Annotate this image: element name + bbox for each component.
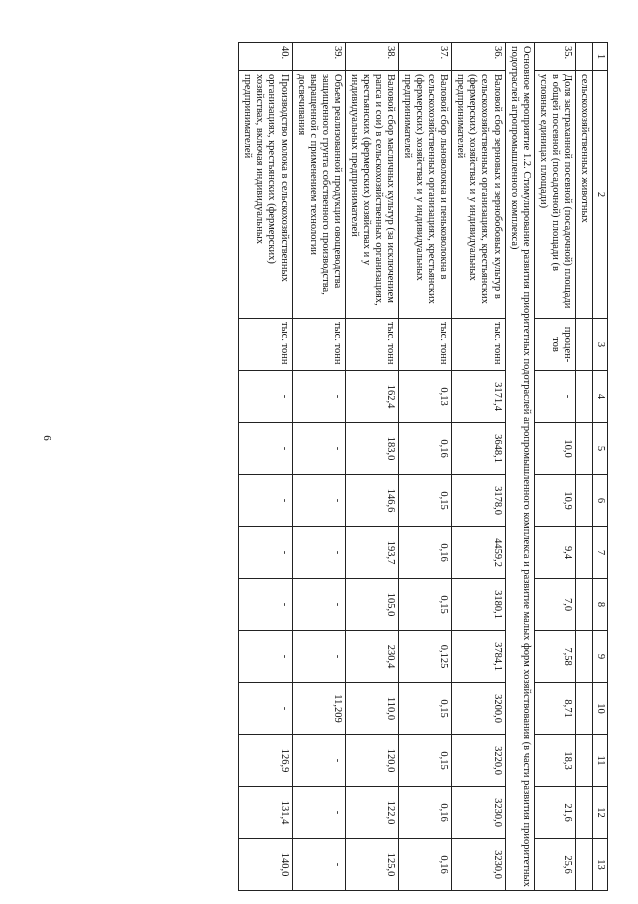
value-cell: 0,125	[399, 631, 452, 683]
value-cell: 122,0	[345, 787, 398, 839]
value-cell: 0,13	[399, 371, 452, 423]
value-cell: 0,16	[399, 527, 452, 579]
section-title: Основное мероприятие 1.2. Стимулирование развития приоритетных подотраслей агропромышленного комплекса и развитие малых форм хозяйствования (в части развития приоритетных подотраслей агропромышленного комплекса)	[505, 43, 534, 891]
value-cell	[575, 735, 592, 787]
value-cell: 0,15	[399, 475, 452, 527]
value-cell: -	[292, 475, 345, 527]
value-cell: 3178,0	[452, 475, 505, 527]
unit-cell: тыс. тонн	[345, 319, 398, 371]
value-cell: 3230,0	[452, 839, 505, 891]
indicator-name: Объем реализованной продукции овощеводства защищенного грунта собственного производства, выращенной с применением технологии досвечивания	[292, 71, 345, 319]
row-number: 35.	[534, 43, 575, 71]
value-cell: 0,15	[399, 735, 452, 787]
value-cell	[575, 423, 592, 475]
value-cell: 25,6	[534, 839, 575, 891]
header-cell: 1	[592, 43, 607, 71]
row-number: 38.	[345, 43, 398, 71]
header-cell: 11	[592, 735, 607, 787]
value-cell	[575, 839, 592, 891]
header-cell: 7	[592, 527, 607, 579]
row-number: 40.	[239, 43, 292, 71]
indicator-name: Производство молока в сельскохозяйственных организациях, крестьянских (фермерских) хозяйствах, включая индивидуальных предпринимателей	[239, 71, 292, 319]
value-cell: 9,4	[534, 527, 575, 579]
value-cell: 140,0	[239, 839, 292, 891]
value-cell: 21,6	[534, 787, 575, 839]
header-cell: 9	[592, 631, 607, 683]
unit-cell: тыс. тонн	[399, 319, 452, 371]
value-cell: 0,15	[399, 579, 452, 631]
value-cell: 7,58	[534, 631, 575, 683]
value-cell: 126,9	[239, 735, 292, 787]
value-cell	[575, 787, 592, 839]
value-cell: 10,0	[534, 423, 575, 475]
value-cell: 3784,1	[452, 631, 505, 683]
table-row	[575, 43, 592, 891]
value-cell: 3200,0	[452, 683, 505, 735]
header-row	[592, 43, 607, 891]
table-row	[534, 43, 575, 891]
row-number: 37.	[399, 43, 452, 71]
value-cell: 3171,4	[452, 371, 505, 423]
indicators-table	[238, 42, 608, 891]
value-cell: 110,0	[345, 683, 398, 735]
header-cell: 5	[592, 423, 607, 475]
header-cell: 12	[592, 787, 607, 839]
header-cell: 2	[592, 71, 607, 319]
value-cell: -	[239, 579, 292, 631]
value-cell: 125,0	[345, 839, 398, 891]
value-cell: 162,4	[345, 371, 398, 423]
header-cell: 10	[592, 683, 607, 735]
value-cell	[575, 371, 592, 423]
value-cell: -	[292, 839, 345, 891]
section-row	[505, 43, 534, 891]
value-cell: 18,3	[534, 735, 575, 787]
header-cell: 4	[592, 371, 607, 423]
value-cell: 3220,0	[452, 735, 505, 787]
value-cell: 183,0	[345, 423, 398, 475]
value-cell: 10,9	[534, 475, 575, 527]
value-cell: 3180,1	[452, 579, 505, 631]
value-cell: 120,0	[345, 735, 398, 787]
table-row	[239, 43, 292, 891]
unit-cell: процен-тов	[534, 319, 575, 371]
value-cell: -	[534, 371, 575, 423]
value-cell: -	[239, 371, 292, 423]
value-cell	[575, 683, 592, 735]
value-cell: -	[239, 423, 292, 475]
value-cell: 230,4	[345, 631, 398, 683]
value-cell: 0,16	[399, 839, 452, 891]
row-number: 39.	[292, 43, 345, 71]
page-number: 6	[40, 435, 53, 441]
value-cell: 105,0	[345, 579, 398, 631]
value-cell: 131,4	[239, 787, 292, 839]
table-row	[292, 43, 345, 891]
value-cell: 7,0	[534, 579, 575, 631]
indicator-name: сельскохозяйственных животных	[575, 71, 592, 319]
header-cell: 8	[592, 579, 607, 631]
value-cell: -	[239, 527, 292, 579]
unit-cell: тыс. тонн	[292, 319, 345, 371]
indicator-name: Валовой сбор льноволокна и пеньковолокна в сельскохозяйственных организациях, крестьянских (фермерских) хозяйствах и у индивидуальных предпринимателей	[399, 71, 452, 319]
value-cell: -	[292, 423, 345, 475]
value-cell: 8,71	[534, 683, 575, 735]
value-cell: -	[239, 475, 292, 527]
value-cell: 0,16	[399, 787, 452, 839]
value-cell: 146,6	[345, 475, 398, 527]
value-cell	[575, 527, 592, 579]
value-cell: 3648,1	[452, 423, 505, 475]
value-cell: -	[292, 527, 345, 579]
row-number	[575, 43, 592, 71]
indicator-name: Валовой сбор масличных культур (за исключением рапса и сои) в сельскохозяйственных организациях, крестьянских (фермерских) хозяйствах и у индивидуальных предпринимателей	[345, 71, 398, 319]
indicator-name: Валовой сбор зерновых и зернобобовых культур в сельскохозяйственных организациях, крестьянских (фермерских) хозяйствах и у индивидуальных предпринимателей	[452, 71, 505, 319]
value-cell: -	[292, 631, 345, 683]
value-cell	[575, 631, 592, 683]
value-cell	[575, 579, 592, 631]
value-cell: 0,16	[399, 423, 452, 475]
value-cell: -	[239, 631, 292, 683]
table-row	[452, 43, 505, 891]
unit-cell: тыс. тонн	[239, 319, 292, 371]
table-row	[399, 43, 452, 891]
value-cell: 193,7	[345, 527, 398, 579]
value-cell: -	[239, 683, 292, 735]
table-row	[345, 43, 398, 891]
row-number: 36.	[452, 43, 505, 71]
rotated-table-container	[238, 42, 608, 890]
value-cell: 4459,2	[452, 527, 505, 579]
value-cell: -	[292, 735, 345, 787]
header-cell: 6	[592, 475, 607, 527]
value-cell: 11,209	[292, 683, 345, 735]
value-cell: -	[292, 371, 345, 423]
header-cell: 13	[592, 839, 607, 891]
value-cell: 0,15	[399, 683, 452, 735]
header-cell: 3	[592, 319, 607, 371]
unit-cell: тыс. тонн	[452, 319, 505, 371]
indicator-name: Доля застраханной посевной (посадочной) площади в общей посевной (посадочной) площади (в условных единицах площади)	[534, 71, 575, 319]
unit-cell	[575, 319, 592, 371]
value-cell: -	[292, 579, 345, 631]
value-cell: 3230,0	[452, 787, 505, 839]
value-cell: -	[292, 787, 345, 839]
value-cell	[575, 475, 592, 527]
